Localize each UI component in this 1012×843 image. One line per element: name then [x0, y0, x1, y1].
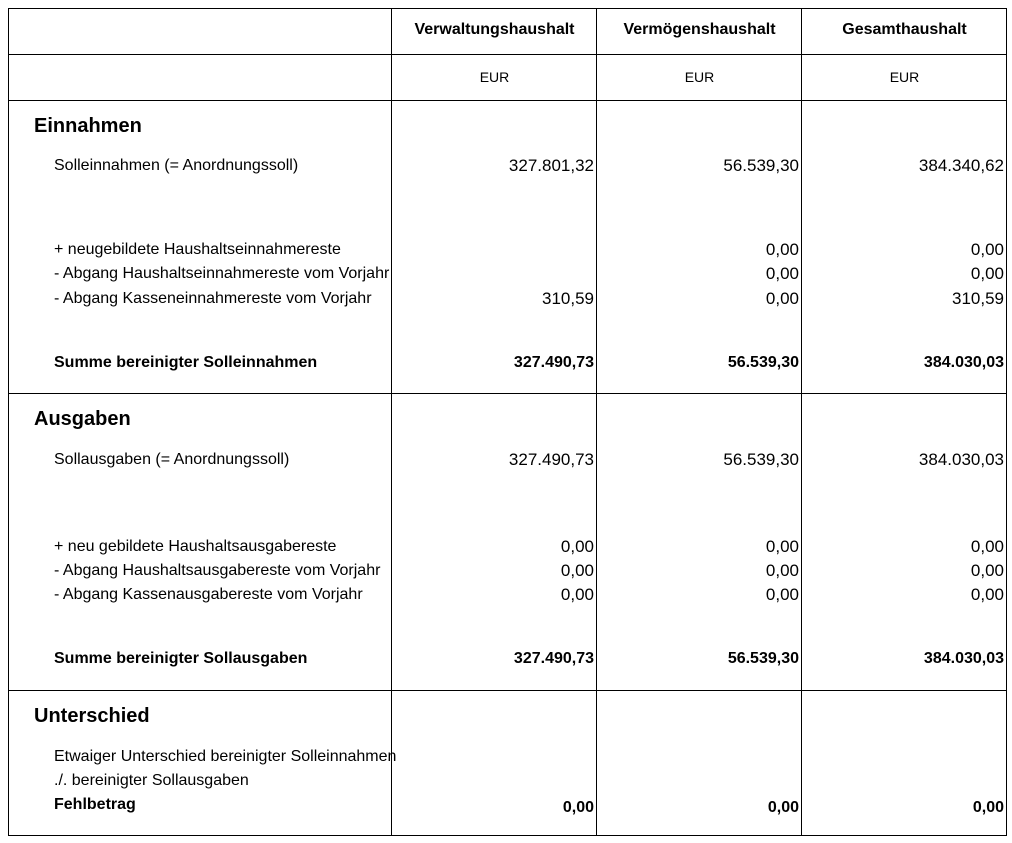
- section-title-unterschied: Unterschied: [34, 705, 150, 727]
- value-abgang-kassenausgabereste-gesamt: 0,00: [970, 585, 1004, 604]
- value-abgang-haushaltseinnahmereste-vmh: 0,00: [765, 264, 799, 283]
- value-solleinnahmen-vwh: 327.801,32: [508, 156, 594, 175]
- table-border-bottom: [8, 835, 1007, 836]
- value-summe-sollausgaben-gesamt: 384.030,03: [923, 650, 1004, 667]
- unit-label-2: EUR: [684, 69, 715, 85]
- row-label-sollausgaben: Sollausgaben (= Anordnungssoll): [54, 451, 290, 468]
- section-divider-ausgaben: [8, 690, 1007, 691]
- value-neugebildete-einnahmereste-gesamt: 0,00: [970, 240, 1004, 259]
- value-summe-solleinnahmen-gesamt: 384.030,03: [923, 354, 1004, 371]
- row-label-summe-solleinnahmen: Summe bereinigter Solleinnahmen: [54, 354, 318, 371]
- row-label-abgang-haushaltsausgabereste: - Abgang Haushaltsausgabereste vom Vorjahr: [54, 562, 381, 579]
- value-fehlbetrag-gesamt: 0,00: [972, 799, 1004, 816]
- row-label-abgang-kasseneinnahmereste: - Abgang Kasseneinnahmereste vom Vorjahr: [54, 290, 372, 307]
- value-abgang-haushaltsausgabereste-vwh: 0,00: [560, 561, 594, 580]
- table-border-right: [1006, 8, 1007, 836]
- value-summe-solleinnahmen-vwh: 327.490,73: [513, 354, 594, 371]
- row-label-neu-gebildete-ausgabereste: + neu gebildete Haushaltsausgabereste: [54, 538, 337, 555]
- value-abgang-kasseneinnahmereste-vmh: 0,00: [765, 289, 799, 308]
- header-divider: [8, 54, 1007, 55]
- value-neu-gebildete-ausgabereste-vwh: 0,00: [560, 537, 594, 556]
- value-sollausgaben-vwh: 327.490,73: [508, 450, 594, 469]
- section-title-einnahmen: Einnahmen: [34, 115, 142, 137]
- unterschied-text-line-1: Etwaiger Unterschied bereinigter Solleinnahmen: [54, 748, 397, 765]
- value-abgang-kassenausgabereste-vwh: 0,00: [560, 585, 594, 604]
- unit-label-3: EUR: [889, 69, 920, 85]
- unterschied-text-line-2: ./. bereinigter Sollausgaben: [54, 772, 249, 789]
- row-label-summe-sollausgaben: Summe bereinigter Sollausgaben: [54, 650, 308, 667]
- value-sollausgaben-vmh: 56.539,30: [723, 450, 799, 469]
- value-fehlbetrag-vmh: 0,00: [767, 799, 799, 816]
- column-divider-1: [391, 8, 392, 836]
- value-abgang-kasseneinnahmereste-vwh: 310,59: [542, 289, 594, 308]
- unit-label-1: EUR: [479, 69, 510, 85]
- value-abgang-haushaltseinnahmereste-gesamt: 0,00: [970, 264, 1004, 283]
- row-label-abgang-haushaltseinnahmereste: - Abgang Haushaltseinnahmereste vom Vorjahr: [54, 265, 390, 282]
- value-fehlbetrag-vwh: 0,00: [562, 799, 594, 816]
- row-label-neugebildete-einnahmereste: + neugebildete Haushaltseinnahmereste: [54, 241, 341, 258]
- value-summe-sollausgaben-vmh: 56.539,30: [727, 650, 799, 667]
- column-header-gesamthaushalt: Gesamthaushalt: [842, 21, 967, 38]
- value-neu-gebildete-ausgabereste-gesamt: 0,00: [970, 537, 1004, 556]
- value-abgang-kasseneinnahmereste-gesamt: 310,59: [952, 289, 1004, 308]
- column-header-verwaltungshaushalt: Verwaltungshaushalt: [414, 21, 575, 38]
- value-neugebildete-einnahmereste-vmh: 0,00: [765, 240, 799, 259]
- value-abgang-haushaltsausgabereste-vmh: 0,00: [765, 561, 799, 580]
- row-label-fehlbetrag: Fehlbetrag: [54, 796, 136, 813]
- section-divider-einnahmen: [8, 393, 1007, 394]
- value-sollausgaben-gesamt: 384.030,03: [918, 450, 1004, 469]
- column-divider-3: [801, 8, 802, 836]
- table-border-top: [8, 8, 1007, 9]
- column-header-vermoegenshaushalt: Vermögenshaushalt: [623, 21, 776, 38]
- value-solleinnahmen-vmh: 56.539,30: [723, 156, 799, 175]
- value-solleinnahmen-gesamt: 384.340,62: [918, 156, 1004, 175]
- value-summe-sollausgaben-vwh: 327.490,73: [513, 650, 594, 667]
- row-label-abgang-kassenausgabereste: - Abgang Kassenausgabereste vom Vorjahr: [54, 586, 363, 603]
- table-border-left: [8, 8, 9, 836]
- value-summe-solleinnahmen-vmh: 56.539,30: [727, 354, 799, 371]
- unit-divider: [8, 100, 1007, 101]
- row-label-solleinnahmen: Solleinnahmen (= Anordnungssoll): [54, 157, 299, 174]
- value-neu-gebildete-ausgabereste-vmh: 0,00: [765, 537, 799, 556]
- value-abgang-haushaltsausgabereste-gesamt: 0,00: [970, 561, 1004, 580]
- column-divider-2: [596, 8, 597, 836]
- section-title-ausgaben: Ausgaben: [34, 408, 131, 430]
- value-abgang-kassenausgabereste-vmh: 0,00: [765, 585, 799, 604]
